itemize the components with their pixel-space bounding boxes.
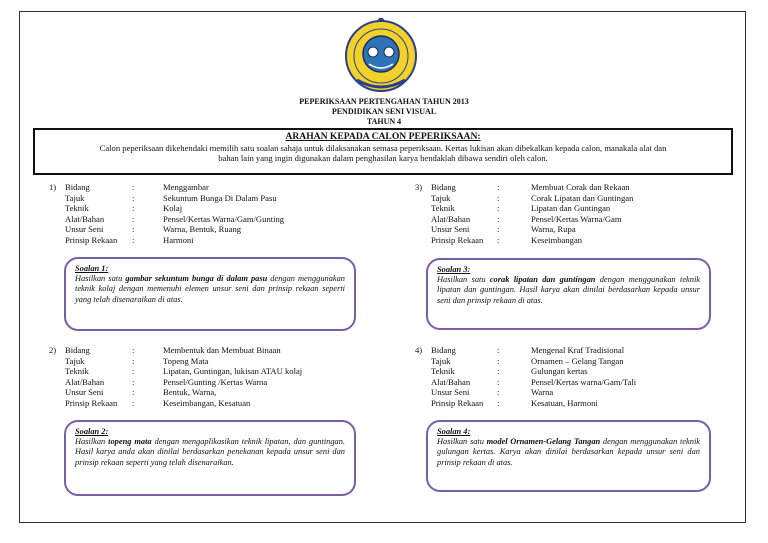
soalan-text: Hasilkan [75,437,109,447]
field-separator: : [132,224,135,235]
soalan-emphasis: gambar sekuntum bunga di dalam pasu [125,274,268,284]
field-label: Bidang [431,182,456,192]
question-2 [49,345,369,425]
field-label: Alat/Bahan [431,376,471,387]
field-separator: : [497,345,500,355]
field-separator: : [132,235,135,245]
field-separator: : [132,387,135,398]
field-separator: : [497,366,500,377]
field-label: Prinsip Rekaan [65,235,118,245]
soalan-text: Hasilkan satu [437,437,487,447]
field-value: Warna, Rupa [531,224,576,235]
instructions-line-2: bahan lain yang ingin digunakan dalam penghasilan karya hendaklah dibawa sendiri oleh calon. [218,153,548,163]
field-label: Tajuk [65,192,85,203]
field-separator: : [132,345,135,355]
field-separator: : [497,182,500,192]
field-value: Lipatan, Guntingan, lukisan ATAU kolaj [163,366,303,377]
field-separator: : [497,398,500,408]
field-value: Warna [531,387,554,398]
field-label: Tajuk [431,355,451,366]
field-label: Tajuk [65,355,85,366]
soalan-text: dengan menggunakan teknik lipatan dan guntingan. Hasil karya akan dinilai berdasarkan kepada unsur seni dan prinsip rekaan di atas. [437,275,701,305]
field-value: Warna, Bentuk, Ruang [163,224,242,235]
question-number: 1) [49,182,57,192]
question-3-box [426,258,711,330]
field-label: Unsur Seni [65,387,104,398]
field-value: Ornamen – Gelang Tangan [531,355,624,366]
question-4-box [426,420,711,492]
field-separator: : [497,235,500,245]
field-value: Corak Lipatan dan Guntingan [531,192,634,203]
soalan-title: Soalan 3: [437,265,471,274]
field-value: Kolaj [163,203,183,214]
question-2-box [64,420,356,496]
field-label: Prinsip Rekaan [431,398,484,408]
field-label: Alat/Bahan [65,376,105,387]
soalan-text: dengan menggunakan teknik kolaj dengan memenuhi elemen unsur seni dan prinsip rekaan seperti yang telah disenaraikan di atas. [75,274,345,304]
field-label: Tajuk [431,192,451,203]
field-value: Sekuntum Bunga Di Dalam Pasu [163,192,277,203]
school-crest-icon [343,18,419,94]
field-value: Pensel/Gunting /Kertas Warna [163,376,268,387]
field-value: Topeng Mata [163,355,209,366]
instructions-box [33,128,733,175]
field-value: Lipatan dan Guntingan [531,203,611,214]
field-value: Membuat Corak dan Rekaan [531,182,630,192]
field-separator: : [497,203,500,214]
question-number: 3) [415,182,423,192]
field-label: Unsur Seni [65,224,104,235]
field-label: Prinsip Rekaan [65,398,118,408]
field-separator: : [497,376,500,387]
soalan-text: Hasilkan satu [437,275,490,285]
field-value: Pensel/Kertas Warna/Gam [531,213,622,224]
field-value: Bentuk, Warna, [163,387,217,398]
soalan-emphasis: model Ornamen-Gelang Tangan [486,437,601,447]
field-separator: : [132,376,135,387]
field-separator: : [497,355,500,366]
field-value: Mengenal Kraf Tradisional [531,345,625,355]
field-label: Unsur Seni [431,224,470,235]
field-label: Prinsip Rekaan [431,235,484,245]
field-label: Teknik [65,366,89,377]
field-separator: : [497,224,500,235]
field-label: Bidang [431,345,456,355]
field-separator: : [497,213,500,224]
field-value: Keseimbangan [531,235,583,245]
field-value: Menggambar [163,182,209,192]
field-label: Bidang [65,182,90,192]
field-label: Alat/Bahan [431,213,471,224]
field-separator: : [132,192,135,203]
field-label: Teknik [431,366,455,377]
field-separator: : [132,398,135,408]
field-value: Kesatuan, Harmoni [531,398,598,408]
question-1-box [64,257,356,331]
field-separator: : [497,387,500,398]
instructions-line-1: Calon peperiksaan dikehendaki memilih satu soalan sahaja untuk dilaksanakan semasa peperiksaan. Kertas lukisan akan dibekalkan kepada calon, manakala alat dan [99,142,667,153]
question-number: 4) [415,345,423,355]
soalan-title: Soalan 4: [437,427,471,436]
exam-title: PEPERIKSAAN PERTENGAHAN TAHUN 2013 [299,97,469,106]
subject-title: PENDIDIKAN SENI VISUAL [331,107,437,116]
field-value: Gulungan kertas [531,366,588,377]
year-title: TAHUN 4 [366,117,402,126]
field-label: Alat/Bahan [65,213,105,224]
field-separator: : [132,213,135,224]
question-3 [415,182,735,262]
field-label: Bidang [65,345,90,355]
field-label: Teknik [65,203,89,214]
field-separator: : [497,192,500,203]
soalan-title: Soalan 2: [75,427,109,436]
soalan-title: Soalan 1: [75,264,109,273]
field-separator: : [132,203,135,214]
question-4 [415,345,735,425]
question-number: 2) [49,345,57,355]
field-value: Membentuk dan Membuat Binaan [163,345,281,355]
instructions-title: ARAHAN KEPADA CALON PEPERIKSAAN: [285,131,481,142]
soalan-emphasis: topeng mata [108,437,152,447]
field-value: Pensel/Kertas warna/Gam/Tali [531,376,637,387]
field-value: Harmoni [163,235,194,245]
field-separator: : [132,182,135,192]
field-value: Keseimbangan, Kesatuan [163,398,251,408]
field-label: Unsur Seni [431,387,470,398]
field-separator: : [132,355,135,366]
soalan-emphasis: corak lipatan dan guntingan [489,275,596,285]
field-label: Teknik [431,203,455,214]
soalan-text: dengan menggunakan teknik gulungan kertas. Karya akan dinilai berdasarkan kepada unsur seni dan prinsip rekaan di atas. [437,437,700,467]
soalan-text: dengan mengaplikasikan teknik lipatan, dan guntingan. Hasil karya anda akan dinilai berdasarkan penekanan kepada unsur seni dan prinsip rekaan seperti yang telah disenaraikan. [75,437,345,467]
soalan-text: Hasilkan satu [75,274,126,284]
field-value: Pensel/Kertas Warna/Gam/Gunting [163,213,285,224]
field-separator: : [132,366,135,377]
